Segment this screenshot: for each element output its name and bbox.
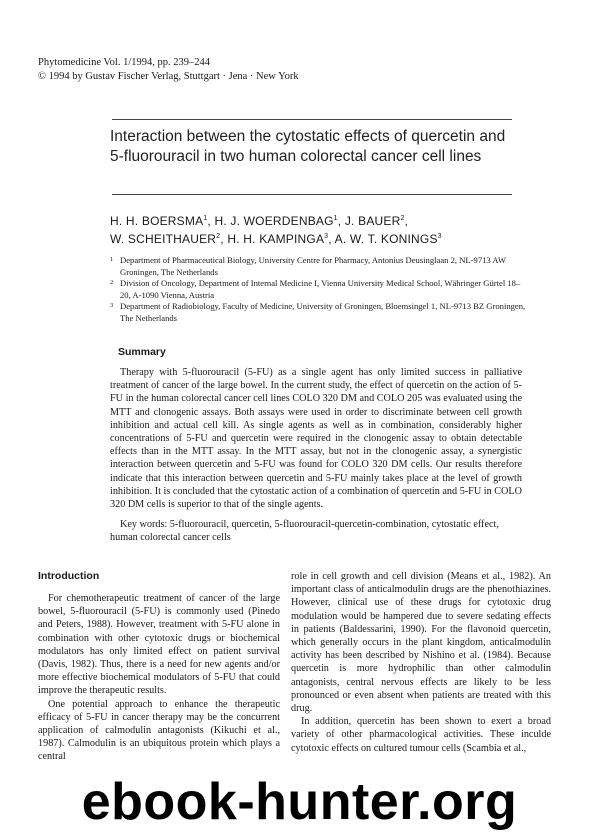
intro-column-left	[38, 592, 280, 764]
author-list: H. H. BOERSMA$^1$, H. J. WOERDENBAG$^1$, J. BAUER$^2$, W. SCHEITHAUER$^2$, H. H. KAMPINGA$^3$, A. W. T. KONINGS$^3$	[110, 214, 442, 246]
affiliation-number: 3	[110, 302, 114, 309]
intro-paragraph: role in cell growth and cell division (Means et al., 1982). An important class of anticalmodulin drugs are the phenothiazines. However, clinical use of these drugs for cytotoxic drug modulation would be hampered due to severe sedating effects in patients (Baldessarini, 1990). For the flavonoid quercetin, which generally occurs in the plant kingdom, anticalmodulin activity has been described by Nishino et al. (1984). Because quercetin is more hydrophilic than other calmodulin antagonists, central nervous effects are likely to be less pronounced or even absent when patients are treated with this drug.	[291, 571, 551, 715]
author-name: H. H. BOERSMA	[110, 214, 204, 228]
introduction-heading: Introduction	[38, 570, 100, 582]
abstract-text: Therapy with 5-fluorouracil (5-FU) as a single agent has only limited success in palliative treatment of cancer of the large bowel. In the current study, the effect of quercetin on the action of 5-FU in the human colorectal cancer cell lines COLO 320 DM and COLO 205 was evaluated using the MTT and clonogenic assays. Both assays were used in order to discriminate between cell growth inhibition and actual cell kill. As single agents as well as in combination, considerably higher concentrations of 5-FU and quercetin were required in the clonogenic assay to obtain detectable effects than in the MTT assay. In the MTT assay, but not in the clonogenic assay, a synergistic interaction between quercetin and 5-FU was found for COLO 320 DM cells. Our results therefore indicate that this interaction between quercetin and 5-FU mainly takes place at the level of growth inhibition. It is concluded that the cytostatic action of a combination of quercetin and 5-FU in COLO 320 DM cells is superior to that of the single agents.	[110, 367, 522, 511]
article-title: Interaction between the cytostatic effects of quercetin and 5-fluorouracil in two human colorectal cancer cell lines	[110, 128, 506, 165]
affiliation-text: Department of Radiobiology, Faculty of Medicine, University of Groningen, Bloemsingel 1, NL-9713 BZ Groningen, The Netherlands	[120, 301, 526, 323]
author-name: W. SCHEITHAUER	[110, 232, 217, 246]
title-rule-top	[112, 119, 512, 120]
author-affiliation-marker: 1	[203, 215, 208, 222]
author-name: J. BAUER	[344, 214, 401, 228]
affiliation-number: 1	[110, 256, 114, 263]
title-rule-bottom	[112, 194, 512, 195]
author-name: H. J. WOERDENBAG	[214, 214, 334, 228]
intro-paragraph: For chemotherapeutic treatment of cancer of the large bowel, 5-fluorouracil (5-FU) is commonly used (Pinedo and Peters, 1988). However, treatment with 5-FU alone in combination with other cytotoxic drugs or biochemical modulators has only limited effect on patient survival (Davis, 1982). Thus, there is a need for new agents and/or more effective biochemical modulators of 5-FU that could improve the therapeutic results.	[38, 593, 280, 697]
affiliation-text: Department of Pharmaceutical Biology, University Centre for Pharmacy, Antonius Deusinglaan 2, NL-9713 AW Groningen, The Netherlands	[120, 255, 506, 277]
author-affiliation-marker: 3	[437, 233, 442, 240]
affiliation-text: Division of Oncology, Department of Internal Medicine I, Vienna University Medical School, Währinger Gürtel 18–20, A-1090 Vienna, Austria	[120, 278, 521, 300]
author-affiliation-marker: 2	[400, 215, 405, 222]
author-affiliation-marker: 3	[324, 233, 329, 240]
journal-header	[38, 56, 299, 84]
affiliation-item	[110, 301, 530, 324]
journal-copyright: © 1994 by Gustav Fischer Verlag, Stuttgart · Jena · New York	[38, 71, 299, 82]
watermark: ebook-hunter.org	[81, 773, 518, 831]
affiliation-item	[110, 278, 530, 301]
intro-paragraph: In addition, quercetin has been shown to exert a broad variety of other pharmacological activities. These inculde cytotoxic effects on cultured tumour cells (Scambia et al.,	[291, 716, 551, 754]
affiliation-number: 2	[110, 279, 114, 286]
intro-paragraph: One potential approach to enhance the therapeutic efficacy of 5-FU in cancer therapy may be the concurrent application of calmodulin antagonists (Kikuchi et al., 1987). Calmodulin is an ubiquitous protein which plays a central	[38, 698, 280, 763]
affiliation-list	[110, 255, 530, 324]
author-affiliation-marker: 1	[333, 215, 338, 222]
keywords: Key words: 5-fluorouracil, quercetin, 5-fluorouracil-quercetin-combination, cytostatic effect, human colorectal cancer cells	[110, 519, 499, 544]
journal-citation: Phytomedicine Vol. 1/1994, pp. 239–244	[38, 57, 210, 68]
author-name: A. W. T. KONINGS	[334, 232, 438, 246]
author-affiliation-marker: 2	[216, 233, 221, 240]
affiliation-item	[110, 255, 530, 278]
intro-column-right	[291, 570, 551, 755]
author-name: H. H. KAMPINGA	[227, 232, 325, 246]
summary-heading: Summary	[118, 346, 166, 358]
